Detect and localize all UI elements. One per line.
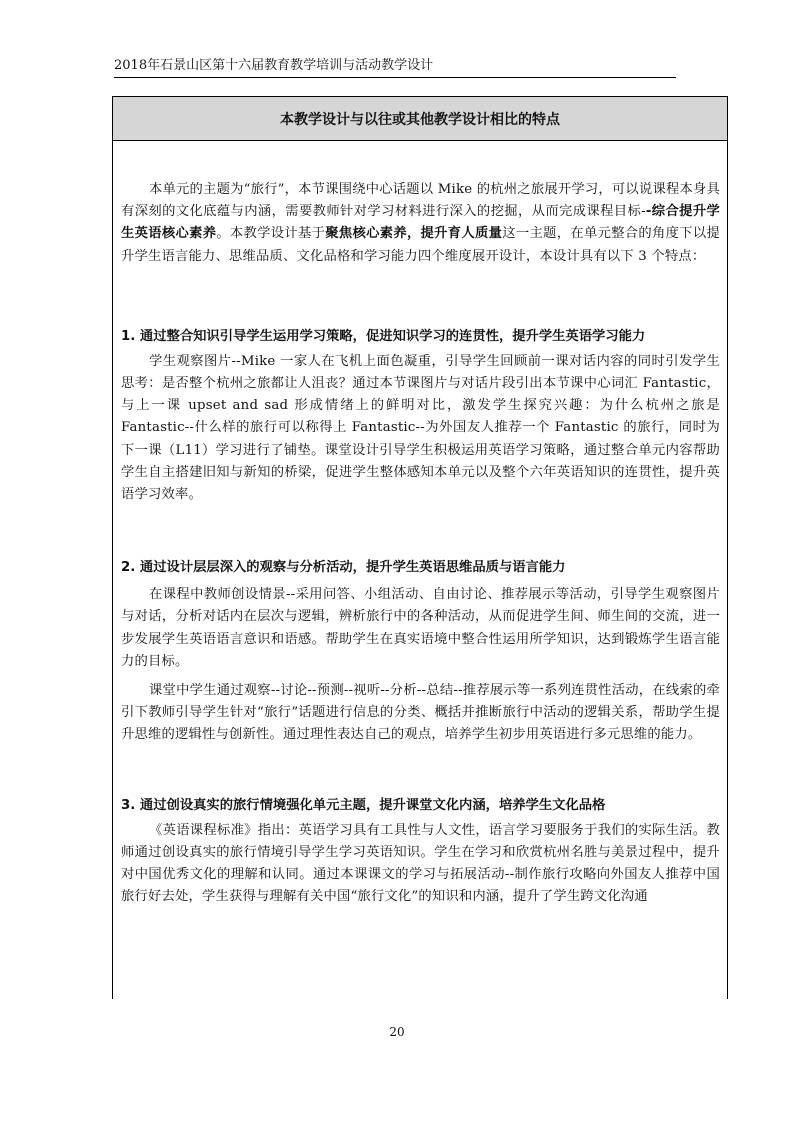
- section-heading-2: 2. 通过设计层层深入的观察与分析活动，提升学生英语思维品质与语言能力: [121, 560, 566, 576]
- section-heading-3: 3. 通过创设真实的旅行情境强化单元主题，提升课堂文化内涵，培养学生文化品格: [121, 797, 606, 813]
- document-header: 2018年石景山区第十六届教育教学培训与活动教学设计: [114, 58, 434, 73]
- intro-text-1: 本单元的主题为“旅行”，本节课围绕中心话题以 Mike 的杭州之旅展开学习，可以说课程本身具有深刻的文化底蕴与内涵，需要教师针对学习材料进行深入的挖掘，从而完成课程目标-: [121, 182, 720, 220]
- table-title: 本教学设计与以往或其他教学设计相比的特点: [113, 97, 727, 141]
- feature-table: [112, 96, 728, 999]
- page-number: 20: [389, 1025, 405, 1039]
- intro-text-2: 。本教学设计基于: [216, 226, 326, 242]
- section-2-paragraph-1: 在课程中教师创设情景--采用问答、小组活动、自由讨论、推荐展示等活动，引导学生观察图片与对话，分析对话内在层次与逻辑，辨析旅行中的各种活动，从而促进学生间、师生间的交流，进一步发展学生英语语言意识和语感。帮助学生在真实语境中整合性运用所学知识，达到锻炼学生语言能力的目标。: [121, 587, 720, 669]
- intro-paragraph: [121, 179, 720, 268]
- intro-bold-2: 聚焦核心素养，提升育人质量: [325, 226, 503, 242]
- table-content: [113, 179, 727, 908]
- section-2-paragraph-2: 课堂中学生通过观察--讨论--预测--视听--分析--总结--推荐展示等一系列连贯性活动，在线索的牵引下教师引导学生针对“旅行”话题进行信息的分类、概括并推断旅行中活动的逻辑关系，帮助学生提升思维的逻辑性与创新性。通过理性表达自己的观点，培养学生初步用英语进行多元思维的能力。: [121, 683, 720, 743]
- section-1-paragraph-1: 学生观察图片--Mike 一家人在飞机上面色凝重，引导学生回顾前一课对话内容的同时引发学生思考：是否整个杭州之旅都让人沮丧？通过本节课图片与对话片段引出本节课中心词汇 Fantastic，与上一课 upset and sad 形成情绪上的鲜明对比，激发学生探究兴趣：为什么杭州之旅是 Fantastic--什么样的旅行可以称得上 Fantastic--为外国友人推荐一个 Fantastic 的旅行，同时为下一课（L11）学习进行了铺垫。课堂设计引导学生积极运用英语学习策略，通过整合单元内容帮助学生自主搭建旧知与新知的桥梁，促进学生整体感知本单元以及整个六年英语知识的连贯性，提升英语学习效率。: [121, 353, 720, 503]
- section-3-paragraph-1: 《英语课程标准》指出：英语学习具有工具性与人文性，语言学习要服务于我们的实际生活。教师通过创设真实的旅行情境引导学生学习英语知识。学生在学习和欣赏杭州名胜与美景过程中，提升对中国优秀文化的理解和认同。通过本课课文的学习与拓展活动--制作旅行攻略向外国友人推荐中国旅行好去处，学生获得与理解有关中国“旅行文化”的知识和内涵，提升了学生跨文化沟通: [121, 822, 720, 905]
- header-rule: [114, 77, 676, 78]
- intro-bold-1: -综合提升学生英语核心素养: [121, 204, 721, 242]
- section-heading-1: 1. 通过整合知识引导学生运用学习策略，促进知识学习的连贯性，提升学生英语学习能力: [121, 328, 646, 344]
- intro-text-3: 这一主题，在单元整合的角度下以提升学生语言能力、思维品质、文化品格和学习能力四个维度展开设计，本设计具有以下 3 个特点：: [121, 226, 720, 264]
